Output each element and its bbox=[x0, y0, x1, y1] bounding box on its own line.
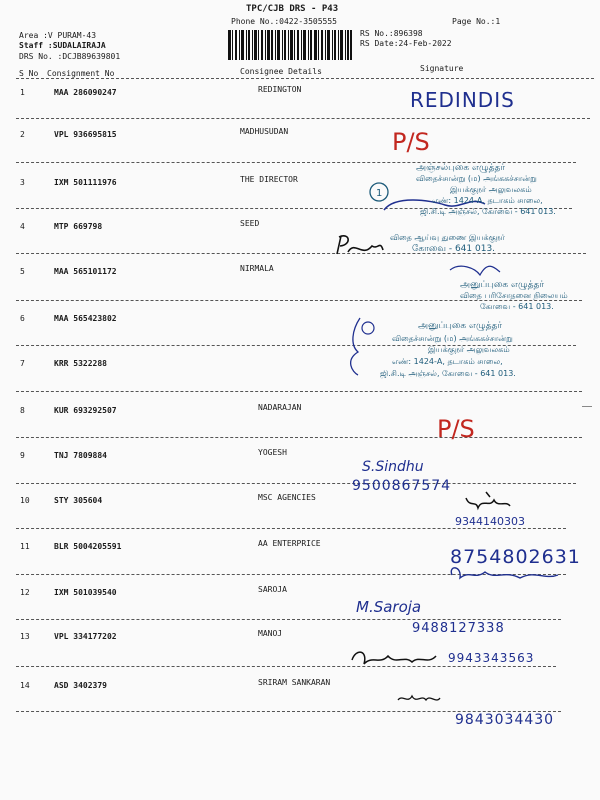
row-serial-number: 6 bbox=[20, 314, 25, 323]
page-edge-mark bbox=[582, 398, 592, 407]
svg-text:விதைச்சான்று (ம) அங்ககச்சான்று: விதைச்சான்று (ம) அங்ககச்சான்று bbox=[416, 174, 537, 183]
consignment-number: ASD 3402379 bbox=[54, 681, 107, 690]
row-serial-number: 3 bbox=[20, 178, 25, 187]
consignment-number: VPL 936695815 bbox=[54, 130, 117, 139]
consignee-name: YOGESH bbox=[258, 448, 287, 457]
signature-row-11-phone-b: 8754802631 bbox=[450, 546, 581, 568]
column-header-sno: S No bbox=[19, 69, 39, 78]
drs-number: DRS No. :DCJB89639801 bbox=[19, 52, 121, 61]
signature-row-1: REDINDIS bbox=[410, 88, 515, 112]
staff-label: Staff :SUDALAIRAJA bbox=[19, 41, 106, 50]
svg-text:இயக்குநர் அலுவலகம்: இயக்குநர் அலுவலகம் bbox=[428, 345, 510, 354]
office-stamp-3 bbox=[450, 266, 568, 311]
row-serial-number: 12 bbox=[20, 588, 30, 597]
consignment-number: BLR 5004205591 bbox=[54, 542, 122, 551]
svg-text:1: 1 bbox=[376, 188, 383, 199]
row-serial-number: 4 bbox=[20, 222, 25, 231]
signature-row-13-scribble bbox=[352, 652, 436, 664]
svg-text:எண்: 1424-A, தடாகம் சாலை,: எண்: 1424-A, தடாகம் சாலை, bbox=[432, 196, 543, 205]
office-stamp-1 bbox=[370, 163, 556, 217]
svg-text:விதை ஆய்வு துணை இயக்குநர்: விதை ஆய்வு துணை இயக்குநர் bbox=[390, 233, 505, 242]
svg-text:விதைச்சான்று (ம) அங்ககச்சான்று: விதைச்சான்று (ம) அங்ககச்சான்று bbox=[392, 334, 513, 343]
consignment-number: IXM 501039540 bbox=[54, 588, 117, 597]
row-serial-number: 9 bbox=[20, 451, 25, 460]
signature-row-10 bbox=[466, 492, 510, 508]
consignment-number: STY 305604 bbox=[54, 496, 103, 505]
consignment-number: MAA 565423802 bbox=[54, 314, 117, 323]
signature-row-2: P/S bbox=[392, 128, 430, 156]
svg-text:ஜி.சி.டி அஞ்சல், கோவை - 641 01: ஜி.சி.டி அஞ்சல், கோவை - 641 013. bbox=[420, 207, 556, 216]
signature-row-11-scribble bbox=[451, 568, 558, 578]
consignment-number: VPL 334177202 bbox=[54, 632, 117, 641]
consignee-name: SEED bbox=[240, 219, 260, 228]
svg-text:ஜி.சி.டி அஞ்சல், கோவை - 641 01: ஜி.சி.டி அஞ்சல், கோவை - 641 013. bbox=[380, 369, 516, 378]
consignee-name: SRIRAM SANKARAN bbox=[258, 678, 331, 687]
consignment-number: MAA 286090247 bbox=[54, 88, 117, 97]
signature-row-11-phone-a: 9344140303 bbox=[455, 515, 525, 528]
svg-text:அஞ்சல்புகை எழுத்தர்: அஞ்சல்புகை எழுத்தர் bbox=[416, 163, 506, 173]
rs-date: RS Date:24-Feb-2022 bbox=[360, 39, 452, 48]
row-serial-number: 11 bbox=[20, 542, 30, 551]
row-serial-number: 7 bbox=[20, 359, 25, 368]
signature-row-8: P/S bbox=[437, 415, 475, 443]
signature-row-14-phone: 9843034430 bbox=[455, 712, 555, 728]
consignee-name: REDINGTON bbox=[258, 85, 302, 94]
consignment-number: MTP 669798 bbox=[54, 222, 103, 231]
signature-row-12-phone: 9488127338 bbox=[412, 621, 505, 636]
svg-text:அனுப்புகை எழுத்தர்: அனுப்புகை எழுத்தர் bbox=[460, 280, 545, 290]
row-serial-number: 2 bbox=[20, 130, 25, 139]
consignment-number: TNJ 7809884 bbox=[54, 451, 107, 460]
office-stamp-4 bbox=[351, 318, 516, 379]
consignment-number: KRR 5322288 bbox=[54, 359, 107, 368]
consignee-name: NADARAJAN bbox=[258, 403, 302, 412]
consignment-number: IXM 501111976 bbox=[54, 178, 117, 187]
signature-row-9-phone: 9500867574 bbox=[352, 478, 452, 494]
svg-text:எண்: 1424-A, தடாகம் சாலை,: எண்: 1424-A, தடாகம் சாலை, bbox=[392, 357, 503, 366]
row-serial-number: 5 bbox=[20, 267, 25, 276]
row-serial-number: 13 bbox=[20, 632, 30, 641]
svg-text:விதை பரிசோதனை நிலையம்: விதை பரிசோதனை நிலையம் bbox=[460, 291, 568, 300]
column-header-consignment: Consignment No bbox=[47, 69, 115, 78]
signature-row-9-name: S.Sindhu bbox=[362, 459, 424, 475]
consignee-name: NIRMALA bbox=[240, 264, 274, 273]
row-serial-number: 1 bbox=[20, 88, 25, 97]
page-number: Page No.:1 bbox=[452, 17, 501, 26]
svg-text:இயக்குநர் அலுவலகம்: இயக்குநர் அலுவலகம் bbox=[450, 185, 532, 194]
phone-number: Phone No.:0422-3505555 bbox=[231, 17, 337, 26]
row-serial-number: 10 bbox=[20, 496, 30, 505]
column-header-signature: Signature bbox=[420, 64, 464, 73]
svg-text:கோவை - 641 013.: கோவை - 641 013. bbox=[480, 302, 554, 311]
office-stamp-2 bbox=[390, 233, 506, 254]
signature-row-4 bbox=[337, 236, 383, 254]
consignee-name: MSC AGENCIES bbox=[258, 493, 316, 502]
report-title: TPC/CJB DRS - P43 bbox=[246, 4, 339, 14]
row-serial-number: 8 bbox=[20, 406, 25, 415]
area-label: Area :V PURAM-43 bbox=[19, 31, 97, 40]
consignment-number: MAA 565101172 bbox=[54, 267, 117, 276]
row-serial-number: 14 bbox=[20, 681, 30, 690]
consignee-name: THE DIRECTOR bbox=[240, 175, 298, 184]
consignee-name: MADHUSUDAN bbox=[240, 127, 289, 136]
signature-row-12-name: M.Saroja bbox=[356, 598, 422, 616]
consignee-name: MANOJ bbox=[258, 629, 283, 638]
consignee-name: SAROJA bbox=[258, 585, 287, 594]
svg-text:கோவை - 641 013.: கோவை - 641 013. bbox=[412, 244, 496, 254]
column-header-consignee: Consignee Details bbox=[240, 67, 322, 76]
consignee-name: AA ENTERPRICE bbox=[258, 539, 321, 548]
svg-text:அனுப்புகை எழுத்தர்: அனுப்புகை எழுத்தர் bbox=[418, 321, 503, 331]
consignment-number: KUR 693292507 bbox=[54, 406, 117, 415]
signature-row-14-scribble bbox=[398, 696, 440, 700]
rs-number: RS No.:896398 bbox=[360, 29, 423, 38]
signature-row-13-phone: 9943343563 bbox=[448, 651, 535, 665]
